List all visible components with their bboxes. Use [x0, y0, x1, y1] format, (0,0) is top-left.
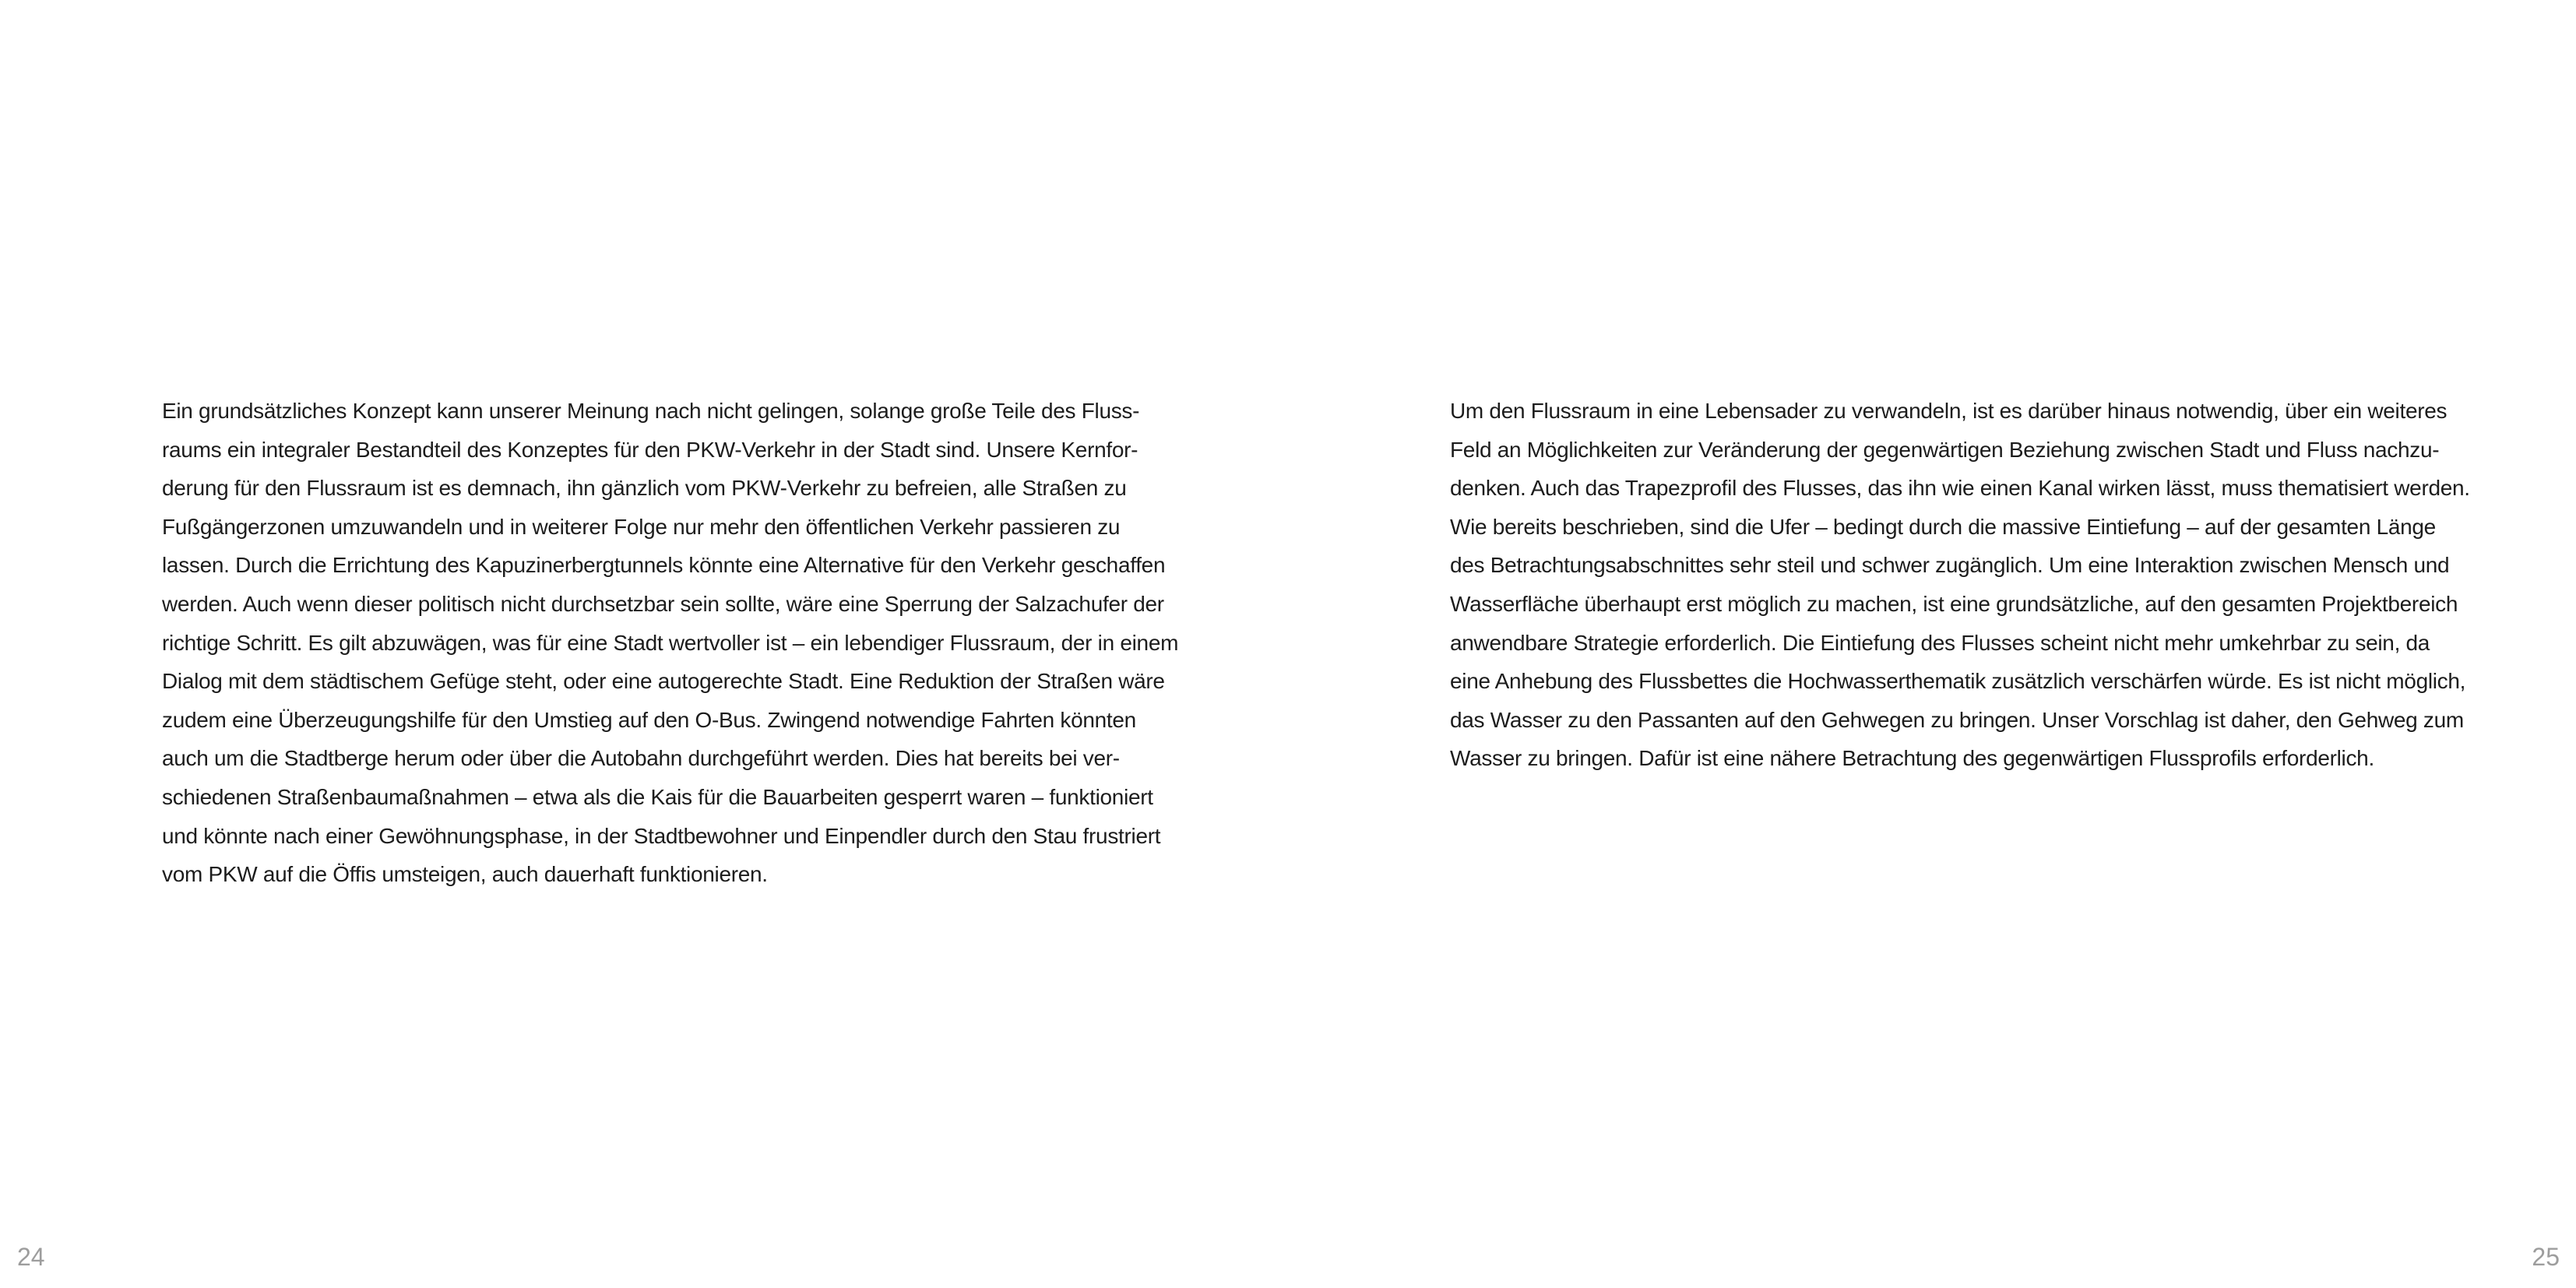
text-line: raums ein integraler Bestandteil des Konzeptes für den PKW-Verkehr in der Stadt sind. Unsere Kernfor-: [162, 437, 1138, 462]
text-line: des Betrachtungsabschnittes sehr steil und schwer zugänglich. Um eine Interaktion zwischen Mensch und: [1450, 553, 2450, 578]
text-line: zudem eine Überzeugungshilfe für den Umstieg auf den O-Bus. Zwingend notwendige Fahrten könnten: [162, 707, 1136, 732]
left-page-paragraph: [162, 392, 1178, 894]
text-line: Dialog mit dem städtischem Gefüge steht, oder eine autogerechte Stadt. Eine Reduktion der Straßen wäre: [162, 669, 1165, 694]
text-line: werden. Auch wenn dieser politisch nicht durchsetzbar sein sollte, wäre eine Sperrung der Salzachufer der: [162, 591, 1164, 616]
text-line: Wasser zu bringen. Dafür ist eine nähere Betrachtung des gegenwärtigen Flussprofils erforderlich.: [1450, 746, 2374, 771]
text-line: Wasserfläche überhaupt erst möglich zu machen, ist eine grundsätzliche, auf den gesamten Projektbereich: [1450, 591, 2458, 616]
text-line: richtige Schritt. Es gilt abzuwägen, was für eine Stadt wertvoller ist – ein lebendiger Flussraum, der in einem: [162, 630, 1179, 655]
text-line: denken. Auch das Trapezprofil des Flusses, das ihn wie einen Kanal wirken lässt, muss thematisiert werden.: [1450, 476, 2470, 501]
text-line: eine Anhebung des Flussbettes die Hochwasserthematik zusätzlich verschärfen würde. Es ist nicht möglich,: [1450, 669, 2466, 694]
text-line: Fußgängerzonen umzuwandeln und in weiterer Folge nur mehr den öffentlichen Verkehr passieren zu: [162, 514, 1121, 539]
text-line: und könnte nach einer Gewöhnungsphase, in der Stadtbewohner und Einpendler durch den Stau frustriert: [162, 823, 1161, 848]
text-line: schiedenen Straßenbaumaßnahmen – etwa als die Kais für die Bauarbeiten gesperrt waren – funktioniert: [162, 784, 1153, 809]
page-number-right: 25: [2532, 1243, 2560, 1271]
text-line: derung für den Flussraum ist es demnach, ihn gänzlich vom PKW-Verkehr zu befreien, alle Straßen zu: [162, 476, 1127, 501]
text-line: auch um die Stadtberge herum oder über die Autobahn durchgeführt werden. Dies hat bereits bei ver-: [162, 746, 1120, 771]
text-line: Feld an Möglichkeiten zur Veränderung der gegenwärtigen Beziehung zwischen Stadt und Fluss nachzu-: [1450, 437, 2440, 462]
text-line: vom PKW auf die Öffis umsteigen, auch dauerhaft funktionieren.: [162, 862, 768, 887]
text-line: anwendbare Strategie erforderlich. Die Eintiefung des Flusses scheint nicht mehr umkehrbar zu sein, da: [1450, 630, 2430, 655]
page-right: [1288, 0, 2576, 1288]
right-page-paragraph: [1450, 392, 2470, 778]
text-line: das Wasser zu den Passanten auf den Gehwegen zu bringen. Unser Vorschlag ist daher, den Gehweg zum: [1450, 707, 2464, 732]
text-line: Wie bereits beschrieben, sind die Ufer – bedingt durch die massive Eintiefung – auf der gesamten Länge: [1450, 514, 2436, 539]
page-number-left: 24: [17, 1243, 45, 1271]
text-line: Um den Flussraum in eine Lebensader zu verwandeln, ist es darüber hinaus notwendig, über ein weiteres: [1450, 399, 2448, 423]
text-line: lassen. Durch die Errichtung des Kapuzinerbergtunnels könnte eine Alternative für den Verkehr geschaffen: [162, 553, 1166, 578]
text-line: Ein grundsätzliches Konzept kann unserer Meinung nach nicht gelingen, solange große Teile des Fluss-: [162, 399, 1140, 423]
